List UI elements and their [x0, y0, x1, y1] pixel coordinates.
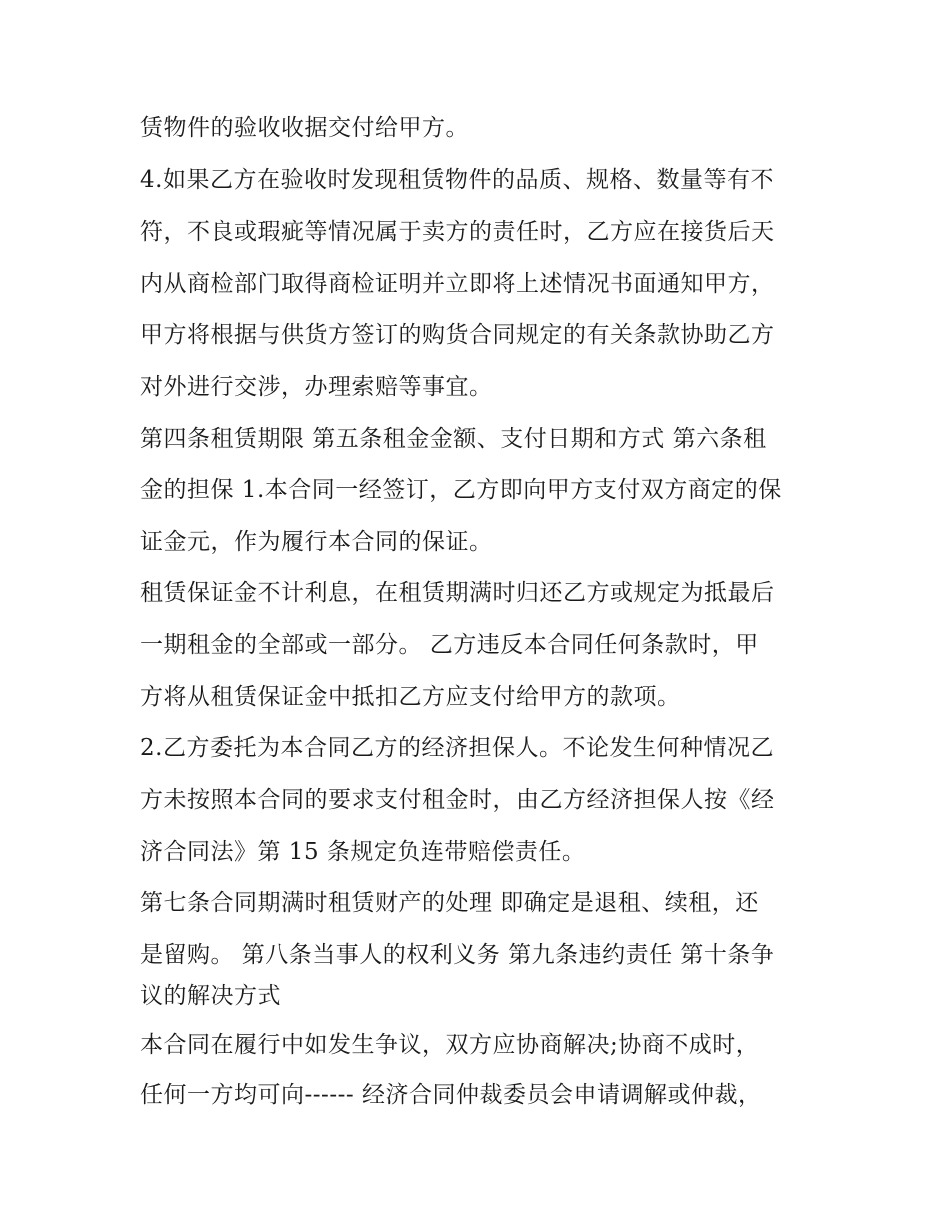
text-line: 对外进行交涉，办理索赔等事宜。	[140, 374, 493, 400]
text-line: 一期租金的全部或一部分。 乙方违反本合同任何条款时，甲	[140, 632, 759, 658]
text-line: 符，不良或瑕疵等情况属于卖方的责任时，乙方应在接货后天	[140, 219, 775, 245]
text-line: 方将从租赁保证金中抵扣乙方应支付给甲方的款项。	[140, 684, 681, 710]
text-line: 议的解决方式	[140, 983, 281, 1009]
text-line: 2.乙方委托为本合同乙方的经济担保人。不论发生何种情况乙	[140, 735, 774, 761]
text-line: 证金元，作为履行本合同的保证。	[140, 529, 493, 555]
text-line: 金的担保 1.本合同一经签订，乙方即向甲方支付双方商定的保	[140, 477, 782, 503]
text-line: 第四条租赁期限 第五条租金金额、支付日期和方式 第六条租	[140, 426, 767, 452]
text-line: 第七条合同期满时租赁财产的处理 即确定是退租、续租，还	[140, 890, 759, 916]
text-line: 甲方将根据与供货方签订的购货合同规定的有关条款协助乙方	[140, 322, 775, 348]
text-line: 内从商检部门取得商检证明并立即将上述情况书面通知甲方，	[140, 271, 775, 297]
text-line: 租赁保证金不计利息，在租赁期满时归还乙方或规定为抵最后	[140, 580, 775, 606]
text-line: 是留购。 第八条当事人的权利义务 第九条违约责任 第十条争	[140, 942, 775, 968]
text-line: 本合同在履行中如发生争议，双方应协商解决;协商不成时，	[140, 1032, 760, 1058]
text-line: 济合同法》第 15 条规定负连带赔偿责任。	[140, 839, 586, 865]
text-line: 任何一方均可向------ 经济合同仲裁委员会申请调解或仲裁，	[140, 1082, 762, 1108]
text-line: 4.如果乙方在验收时发现租赁物件的品质、规格、数量等有不	[140, 167, 774, 193]
text-line: 赁物件的验收收据交付给甲方。	[140, 115, 469, 141]
text-line: 方未按照本合同的要求支付租金时，由乙方经济担保人按《经	[140, 787, 775, 813]
